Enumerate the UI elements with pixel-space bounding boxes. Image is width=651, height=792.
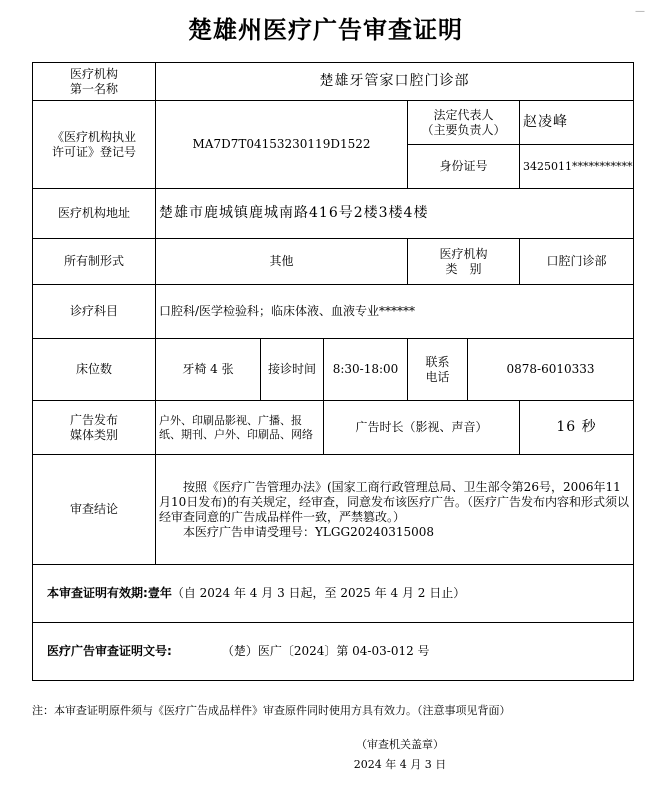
license-value: MA7D7T04153230119D1522 xyxy=(156,101,408,189)
row-beds-hours-phone xyxy=(33,339,634,401)
rep-label: 法定代表人 （主要负责人） xyxy=(408,101,520,145)
conclusion-text xyxy=(156,455,634,565)
row-license-a xyxy=(33,101,634,145)
hours-label: 接诊时间 xyxy=(261,339,324,401)
footnote: 注：本审查证明原件须与《医疗广告成品样件》审查原件同时使用方具有效力。（注意事项见背面） xyxy=(32,704,511,717)
dept-label: 诊疗科目 xyxy=(33,285,156,339)
media-value: 户外、印刷品影视、广播、报纸、期刊、户外、印刷品、网络 xyxy=(156,401,324,455)
phone-value: 0878-6010333 xyxy=(468,339,634,401)
ownership-value: 其他 xyxy=(156,239,408,285)
row-departments xyxy=(33,285,634,339)
docno-value: （楚）医广〔2024〕第 04-03-012 号 xyxy=(221,644,430,658)
docno-label: 医疗广告审查证明文号: xyxy=(47,644,172,658)
row-ownership xyxy=(33,239,634,285)
page-title: 楚雄州医疗广告审查证明 xyxy=(188,16,463,44)
validity-detail: （自 2024 年 4 月 3 日起，至 2025 年 4 月 2 日止） xyxy=(171,586,466,600)
row-institution-name xyxy=(33,63,634,101)
conclusion-paragraph: 按照《医疗广告管理办法》(国家工商行政管理总局、卫生部令第26号，2006年11月10日发布)的有关规定，经审查，同意发布该医疗广告。（医疗广告发布内容和形式须以经审查同意的广告成品样件一致，严禁篡改。） xyxy=(159,479,629,524)
corner-mark: — xyxy=(635,6,645,17)
docno-cell xyxy=(33,623,634,681)
beds-label: 床位数 xyxy=(33,339,156,401)
hours-value: 8:30-18:00 xyxy=(324,339,408,401)
row-document-number xyxy=(33,623,634,681)
name-value: 楚雄牙管家口腔门诊部 xyxy=(156,63,634,101)
category-label: 医疗机构 类 别 xyxy=(408,239,520,285)
row-validity xyxy=(33,565,634,623)
name-label: 医疗机构 第一名称 xyxy=(33,63,156,101)
seal-text: （审查机关盖章） xyxy=(356,738,444,751)
address-label: 医疗机构地址 xyxy=(33,189,156,239)
acceptance-number: 本医疗广告申请受理号：YLGG20240315008 xyxy=(183,524,435,539)
validity-cell xyxy=(33,565,634,623)
issue-date: 2024 年 4 月 3 日 xyxy=(353,758,447,771)
category-value: 口腔门诊部 xyxy=(520,239,634,285)
validity-value: 壹年 xyxy=(147,586,172,600)
duration-label: 广告时长（影视、声音） xyxy=(324,401,520,455)
conclusion-label: 审查结论 xyxy=(33,455,156,565)
validity-label: 本审查证明有效期: xyxy=(47,586,148,600)
duration-value: 16 秒 xyxy=(520,401,634,455)
id-label: 身份证号 xyxy=(408,145,520,189)
row-address xyxy=(33,189,634,239)
dept-value: 口腔科/医学检验科；临床体液、血液专业****** xyxy=(156,285,634,339)
beds-value: 牙椅 4 张 xyxy=(156,339,261,401)
address-value: 楚雄市鹿城镇鹿城南路416号2楼3楼4楼 xyxy=(156,189,634,239)
id-value: 3425011*********** xyxy=(520,145,634,189)
license-label: 《医疗机构执业 许可证》登记号 xyxy=(33,101,156,189)
review-certificate-table xyxy=(32,62,634,681)
ownership-label: 所有制形式 xyxy=(33,239,156,285)
row-conclusion xyxy=(33,455,634,565)
row-media xyxy=(33,401,634,455)
media-label: 广告发布 媒体类别 xyxy=(33,401,156,455)
rep-value: 赵凌峰 xyxy=(520,101,634,145)
phone-label: 联系 电话 xyxy=(408,339,468,401)
